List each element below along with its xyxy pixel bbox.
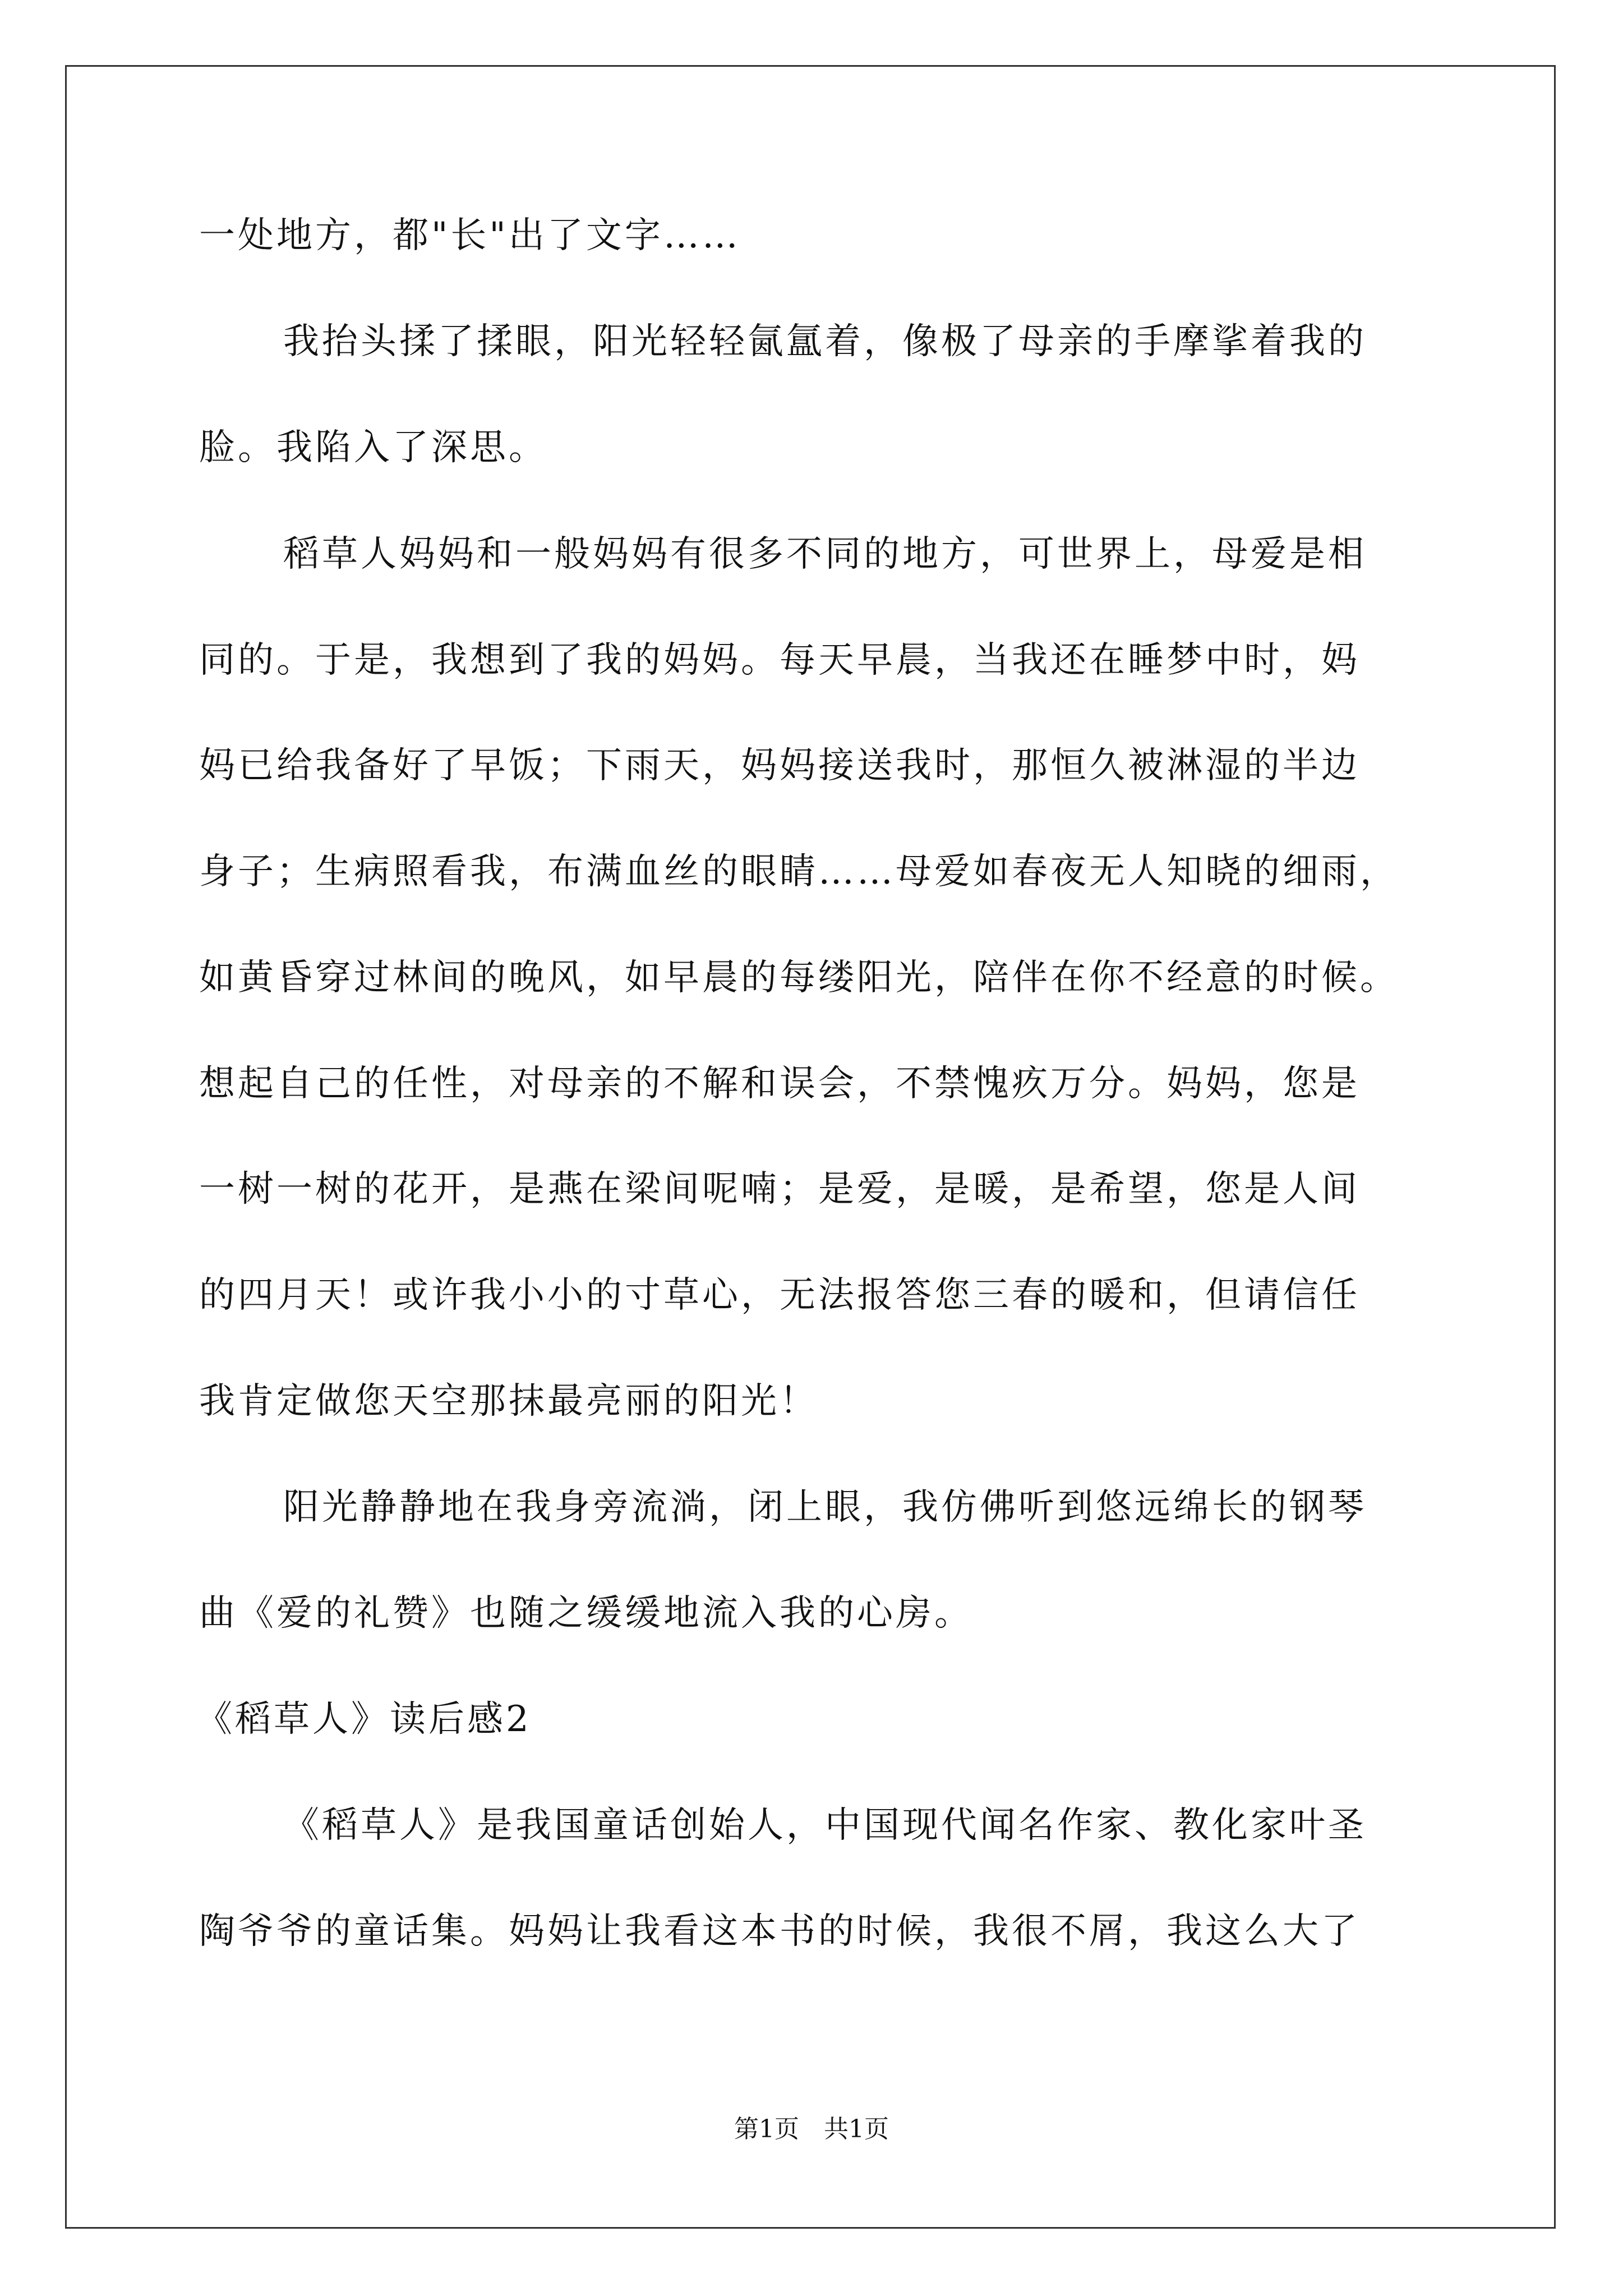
- text-line: 我抬头揉了揉眼，阳光轻轻氤氲着，像极了母亲的手摩挲着我的: [283, 321, 1367, 362]
- text-line: 身子；生病照看我，布满血丝的眼睛……母爱如春夜无人知晓的细雨，: [199, 851, 1399, 892]
- text-line: 想起自己的任性，对母亲的不解和误会，不禁愧疚万分。妈妈，您是: [199, 1063, 1360, 1105]
- text-line: 妈已给我备好了早饭；下雨天，妈妈接送我时，那恒久被淋湿的半边: [199, 745, 1360, 786]
- page-footer: 第1页 共1页: [734, 2115, 889, 2143]
- text-line: 陶爷爷的童话集。妈妈让我看这本书的时候，我很不屑，我这么大了: [199, 1911, 1360, 1952]
- text-line: 脸。我陷入了深思。: [199, 427, 547, 468]
- text-line: 一树一树的花开，是燕在梁间呢喃；是爱，是暖，是希望，您是人间: [199, 1168, 1360, 1210]
- text-line: 阳光静静地在我身旁流淌，闭上眼，我仿佛听到悠远绵长的钢琴: [283, 1487, 1367, 1528]
- text-line: 同的。于是，我想到了我的妈妈。每天早晨，当我还在睡梦中时，妈: [199, 639, 1360, 681]
- text-line: 一处地方，都"长"出了文字……: [199, 215, 741, 256]
- page-border: [65, 65, 1556, 2229]
- text-line: 如黄昏穿过林间的晚风，如早晨的每缕阳光，陪伴在你不经意的时候。: [199, 957, 1399, 999]
- text-line: 曲《爱的礼赞》也随之缓缓地流入我的心房。: [199, 1593, 973, 1634]
- section-heading: 《稻草人》读后感2: [196, 1699, 532, 1740]
- text-line: 的四月天！或许我小小的寸草心，无法报答您三春的暖和，但请信任: [199, 1274, 1360, 1316]
- text-line: 我肯定做您天空那抹最亮丽的阳光！: [199, 1381, 818, 1422]
- text-line: 稻草人妈妈和一般妈妈有很多不同的地方，可世界上，母爱是相: [283, 533, 1367, 575]
- text-line: 《稻草人》是我国童话创始人，中国现代闻名作家、教化家叶圣: [283, 1805, 1367, 1846]
